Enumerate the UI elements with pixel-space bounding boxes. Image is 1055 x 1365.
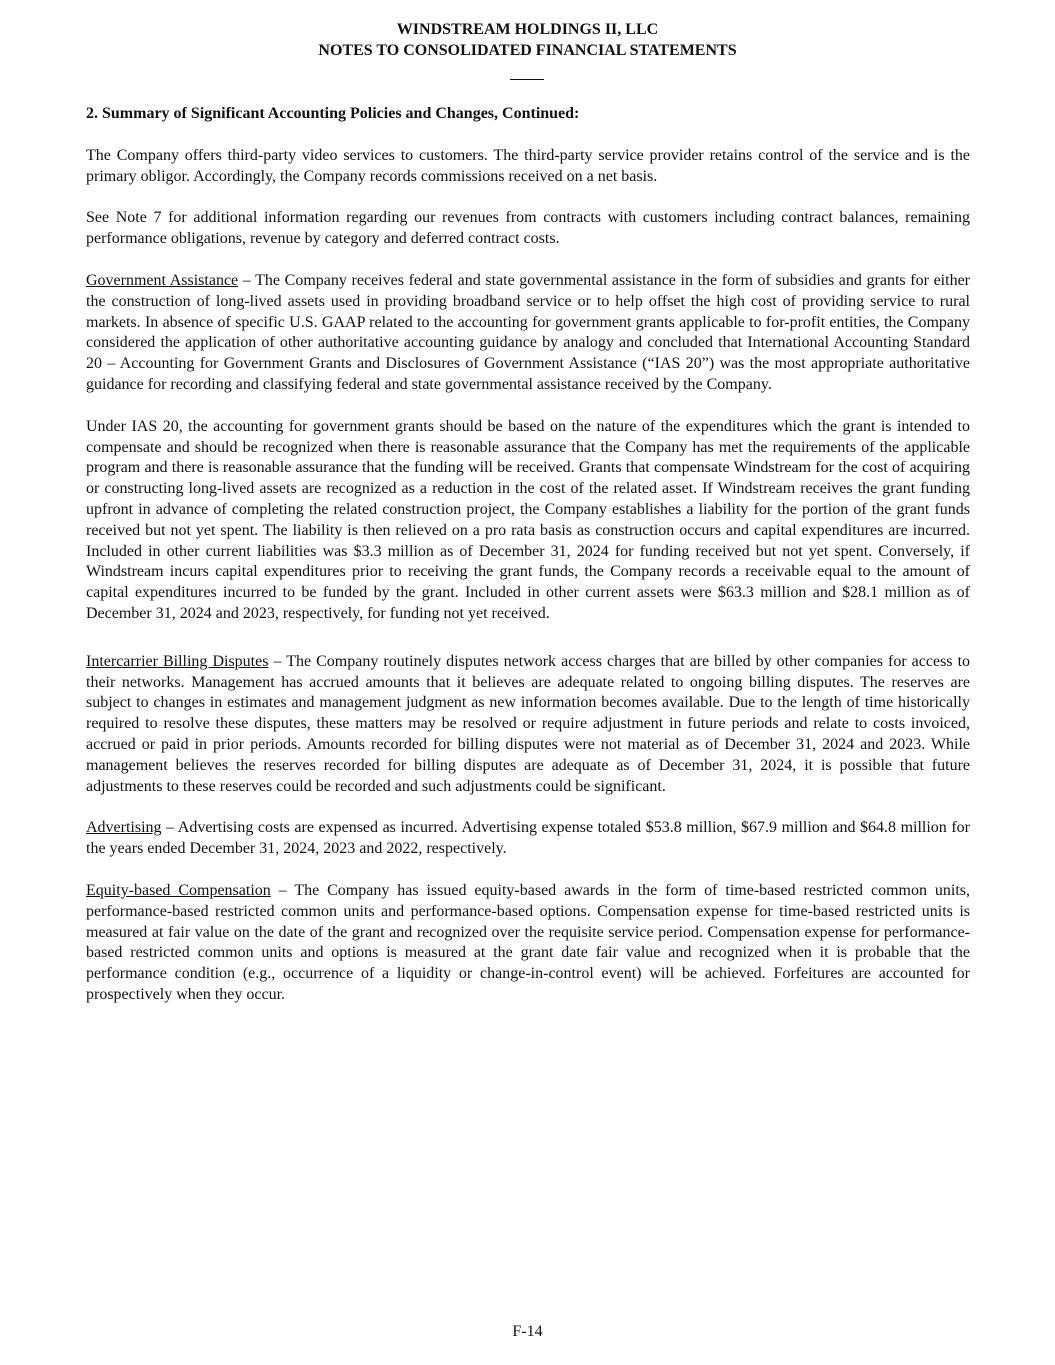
paragraph-billing-disputes [86,652,970,798]
paragraph-government-assistance [86,271,970,396]
paragraph-equity-compensation [86,881,970,1006]
government-assistance-text: – The Company receives federal and state governmental assistance in the form of subsidies and grants for either the construction of long-lived assets used in providing broadband service or to help offset the high cost of providing service to rural markets. In absence of specific U.S. GAAP related to the accounting for government grants applicable to for-profit entities, the Company considered the application of other authoritative accounting guidance by analogy and concluded that International Accounting Standard 20 – Accounting for Government Grants and Disclosures of Government Assistance (“IAS 20”) was the most appropriate authoritative guidance for recording and classifying federal and state governmental assistance received by the Company. [86,271,971,393]
term-equity-compensation: Equity-based Compensation [86,881,271,899]
statement-title: NOTES TO CONSOLIDATED FINANCIAL STATEMENTS [318,42,737,59]
term-billing-disputes: Intercarrier Billing Disputes [86,652,269,670]
paragraph-note7: See Note 7 for additional information regarding our revenues from contracts with customers including contract balances, remaining performance obligations, revenue by category and deferred contract costs. [86,209,970,248]
page-header [0,19,1055,61]
equity-compensation-text: – The Company has issued equity-based awards in the form of time-based restricted common units, performance-based restricted common units and performance-based options. Compensation expense for time-based restricted units is measured at fair value on the date of the grant and recognized over the requisite service period. Compensation expense for performance-based restricted common units and options is measured at the grant date fair value and recognized when it is probable that the performance condition (e.g., occurrence of a liquidity or change-in-control event) will be achieved. Forfeitures are accounted for prospectively when they occur. [86,881,970,1003]
term-government-assistance: Government Assistance [86,271,239,289]
billing-disputes-text: – The Company routinely disputes network access charges that are billed by other companies for access to their networks. Management has accrued amounts that it believes are adequate related to ongoing billing disputes. The reserves are subject to changes in estimates and management judgment as new information becomes available. Due to the length of time historically required to resolve these disputes, these matters may be resolved or require adjustment in future periods and relate to costs invoiced, accrued or paid in prior periods. Amounts recorded for billing disputes were not material as of December 31, 2024 and 2023. While management believes the reserves recorded for billing disputes are adequate as of December 31, 2024, it is possible that future adjustments to these reserves could be recorded and such adjustments could be significant. [86,652,971,795]
paragraph-ias20: Under IAS 20, the accounting for government grants should be based on the nature of the expenditures which the grant is intended to compensate and should be recognized when there is reasonable assurance that the Company has met the requirements of the applicable program and there is reasonable assurance that the funding will be received. Grants that compensate Windstream for the cost of acquiring or constructing long-lived assets are recognized as a reduction in the cost of the related asset. If Windstream receives the grant funding upfront in advance of completing the related construction project, the Company establishes a liability for the portion of the grant funds received but not yet spent. The liability is then relieved on a pro rata basis as construction occurs and capital expenditures are incurred. Included in other current liabilities was $3.3 million as of December 31, 2024 for funding received but not yet spent. Conversely, if Windstream incurs capital expenditures prior to receiving the grant funds, the Company records a receivable equal to the amount of capital expenditures incurred to be funded by the grant. Included in other current assets were $63.3 million and $28.1 million as of December 31, 2024 and 2023, respectively, for funding not yet received. [86,417,970,622]
document-body [86,104,970,1027]
header-divider [510,79,544,80]
section-title: 2. Summary of Significant Accounting Policies and Changes, Continued: [86,105,580,122]
paragraph-advertising [86,818,970,860]
paragraph-video-services: The Company offers third-party video services to customers. The third-party service provider retains control of the service and is the primary obligor. Accordingly, the Company records commissions received on a net basis. [86,146,970,185]
term-advertising: Advertising [86,819,162,837]
company-name: WINDSTREAM HOLDINGS II, LLC [396,21,659,38]
page-number: F-14 [512,1323,543,1340]
advertising-text: – Advertising costs are expensed as incurred. Advertising expense totaled $53.8 million, $67.9 million and $64.8 million for the years ended December 31, 2024, 2023 and 2022, respectively. [86,819,970,858]
